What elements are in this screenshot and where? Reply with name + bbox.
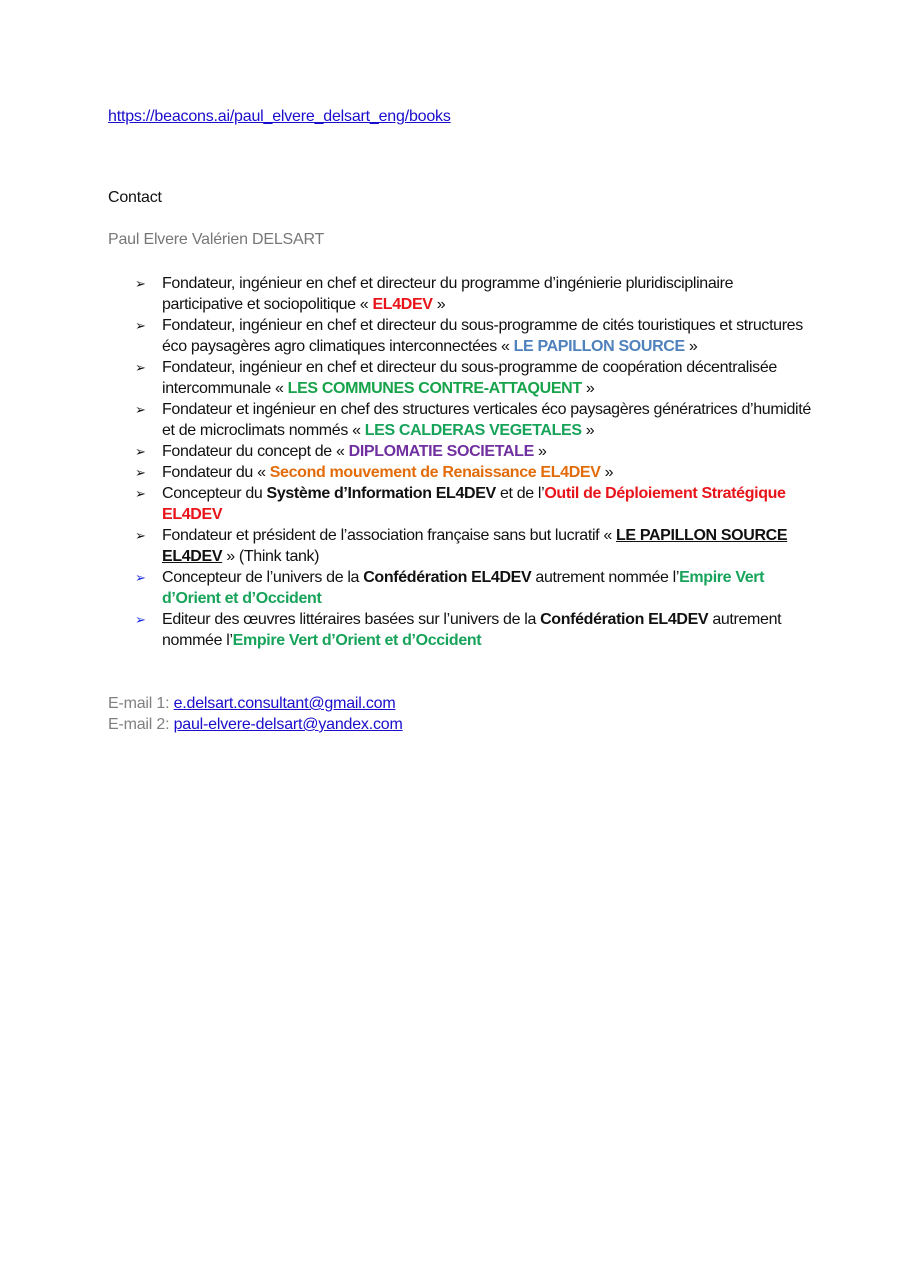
item-highlight: LES COMMUNES CONTRE-ATTAQUENT <box>287 380 582 397</box>
item-text: Fondateur du concept de « <box>162 443 349 460</box>
item-highlight: Outil de Déploiement Stratégique EL4DEV <box>162 485 786 523</box>
arrow-bullet-icon: ➢ <box>135 402 146 417</box>
item-text: » <box>581 422 595 439</box>
list-item <box>135 609 815 651</box>
item-text: Fondateur et ingénieur en chef des structures verticales éco paysagères génératrices d’humidité et de microclimats nommés « <box>162 401 811 439</box>
list-item <box>135 357 815 399</box>
contact-heading: Contact <box>108 189 162 206</box>
item-text: » <box>533 443 547 460</box>
list-item <box>135 462 815 483</box>
item-highlight: LES CALDERAS VEGETALES <box>364 422 582 439</box>
list-item <box>135 483 815 525</box>
email-label-1: E-mail 1: <box>108 695 174 712</box>
item-highlight: Confédération EL4DEV <box>363 569 532 586</box>
item-text: autrement nommée l’ <box>531 569 680 586</box>
contact-name: Paul Elvere Valérien DELSART <box>108 231 325 248</box>
item-text: Fondateur du « <box>162 464 270 481</box>
arrow-bullet-icon: ➢ <box>135 465 146 480</box>
arrow-bullet-icon: ➢ <box>135 318 146 333</box>
item-highlight: Empire Vert d’Orient et d’Occident <box>232 632 482 649</box>
arrow-bullet-icon: ➢ <box>135 486 146 501</box>
item-highlight: EL4DEV <box>372 296 433 313</box>
list-item <box>135 273 815 315</box>
item-text: » <box>432 296 446 313</box>
item-highlight: Confédération EL4DEV <box>540 611 709 628</box>
item-text: autrement nommée l’ <box>162 611 782 649</box>
item-text: Concepteur du <box>162 485 267 502</box>
item-text: et de l’ <box>495 485 545 502</box>
arrow-bullet-icon: ➢ <box>135 360 146 375</box>
list-item <box>135 567 815 609</box>
books-link[interactable]: https://beacons.ai/paul_elvere_delsart_eng/books <box>108 108 451 125</box>
item-text: Editeur des œuvres littéraires basées sur l’univers de la <box>162 611 541 628</box>
arrow-bullet-icon: ➢ <box>135 570 146 585</box>
item-highlight: LE PAPILLON SOURCE EL4DEV <box>162 527 788 565</box>
item-highlight: Système d’Information EL4DEV <box>266 485 496 502</box>
roles-list <box>135 273 815 651</box>
item-text: Fondateur, ingénieur en chef et directeur du sous-programme de cités touristiques et structures éco paysagères agro climatiques interconnectées « <box>162 317 803 355</box>
email-row-2 <box>108 714 403 735</box>
item-text: » <box>600 464 614 481</box>
item-text: Fondateur, ingénieur en chef et directeur du programme d’ingénierie pluridisciplinaire participative et sociopolitique « <box>162 275 734 313</box>
item-highlight: DIPLOMATIE SOCIETALE <box>348 443 534 460</box>
list-item <box>135 525 815 567</box>
item-text: Fondateur et président de l’association française sans but lucratif « <box>162 527 616 544</box>
item-text: Concepteur de l’univers de la <box>162 569 364 586</box>
email-block <box>108 693 403 735</box>
arrow-bullet-icon: ➢ <box>135 444 146 459</box>
item-highlight: LE PAPILLON SOURCE <box>513 338 685 355</box>
email-link-1[interactable]: e.delsart.consultant@gmail.com <box>173 695 396 712</box>
item-text: Fondateur, ingénieur en chef et directeur du sous-programme de coopération décentralisée intercommunale « <box>162 359 777 397</box>
list-item <box>135 441 815 462</box>
arrow-bullet-icon: ➢ <box>135 612 146 627</box>
arrow-bullet-icon: ➢ <box>135 528 146 543</box>
list-item <box>135 315 815 357</box>
list-item <box>135 399 815 441</box>
item-text: » <box>581 380 595 397</box>
email-link-2[interactable]: paul-elvere-delsart@yandex.com <box>173 716 403 733</box>
item-text: » (Think tank) <box>222 548 320 565</box>
item-text: » <box>684 338 698 355</box>
item-highlight: Second mouvement de Renaissance EL4DEV <box>269 464 601 481</box>
arrow-bullet-icon: ➢ <box>135 276 146 291</box>
email-label-2: E-mail 2: <box>108 716 174 733</box>
item-highlight: Empire Vert d’Orient et d’Occident <box>162 569 765 607</box>
email-row-1 <box>108 693 403 714</box>
